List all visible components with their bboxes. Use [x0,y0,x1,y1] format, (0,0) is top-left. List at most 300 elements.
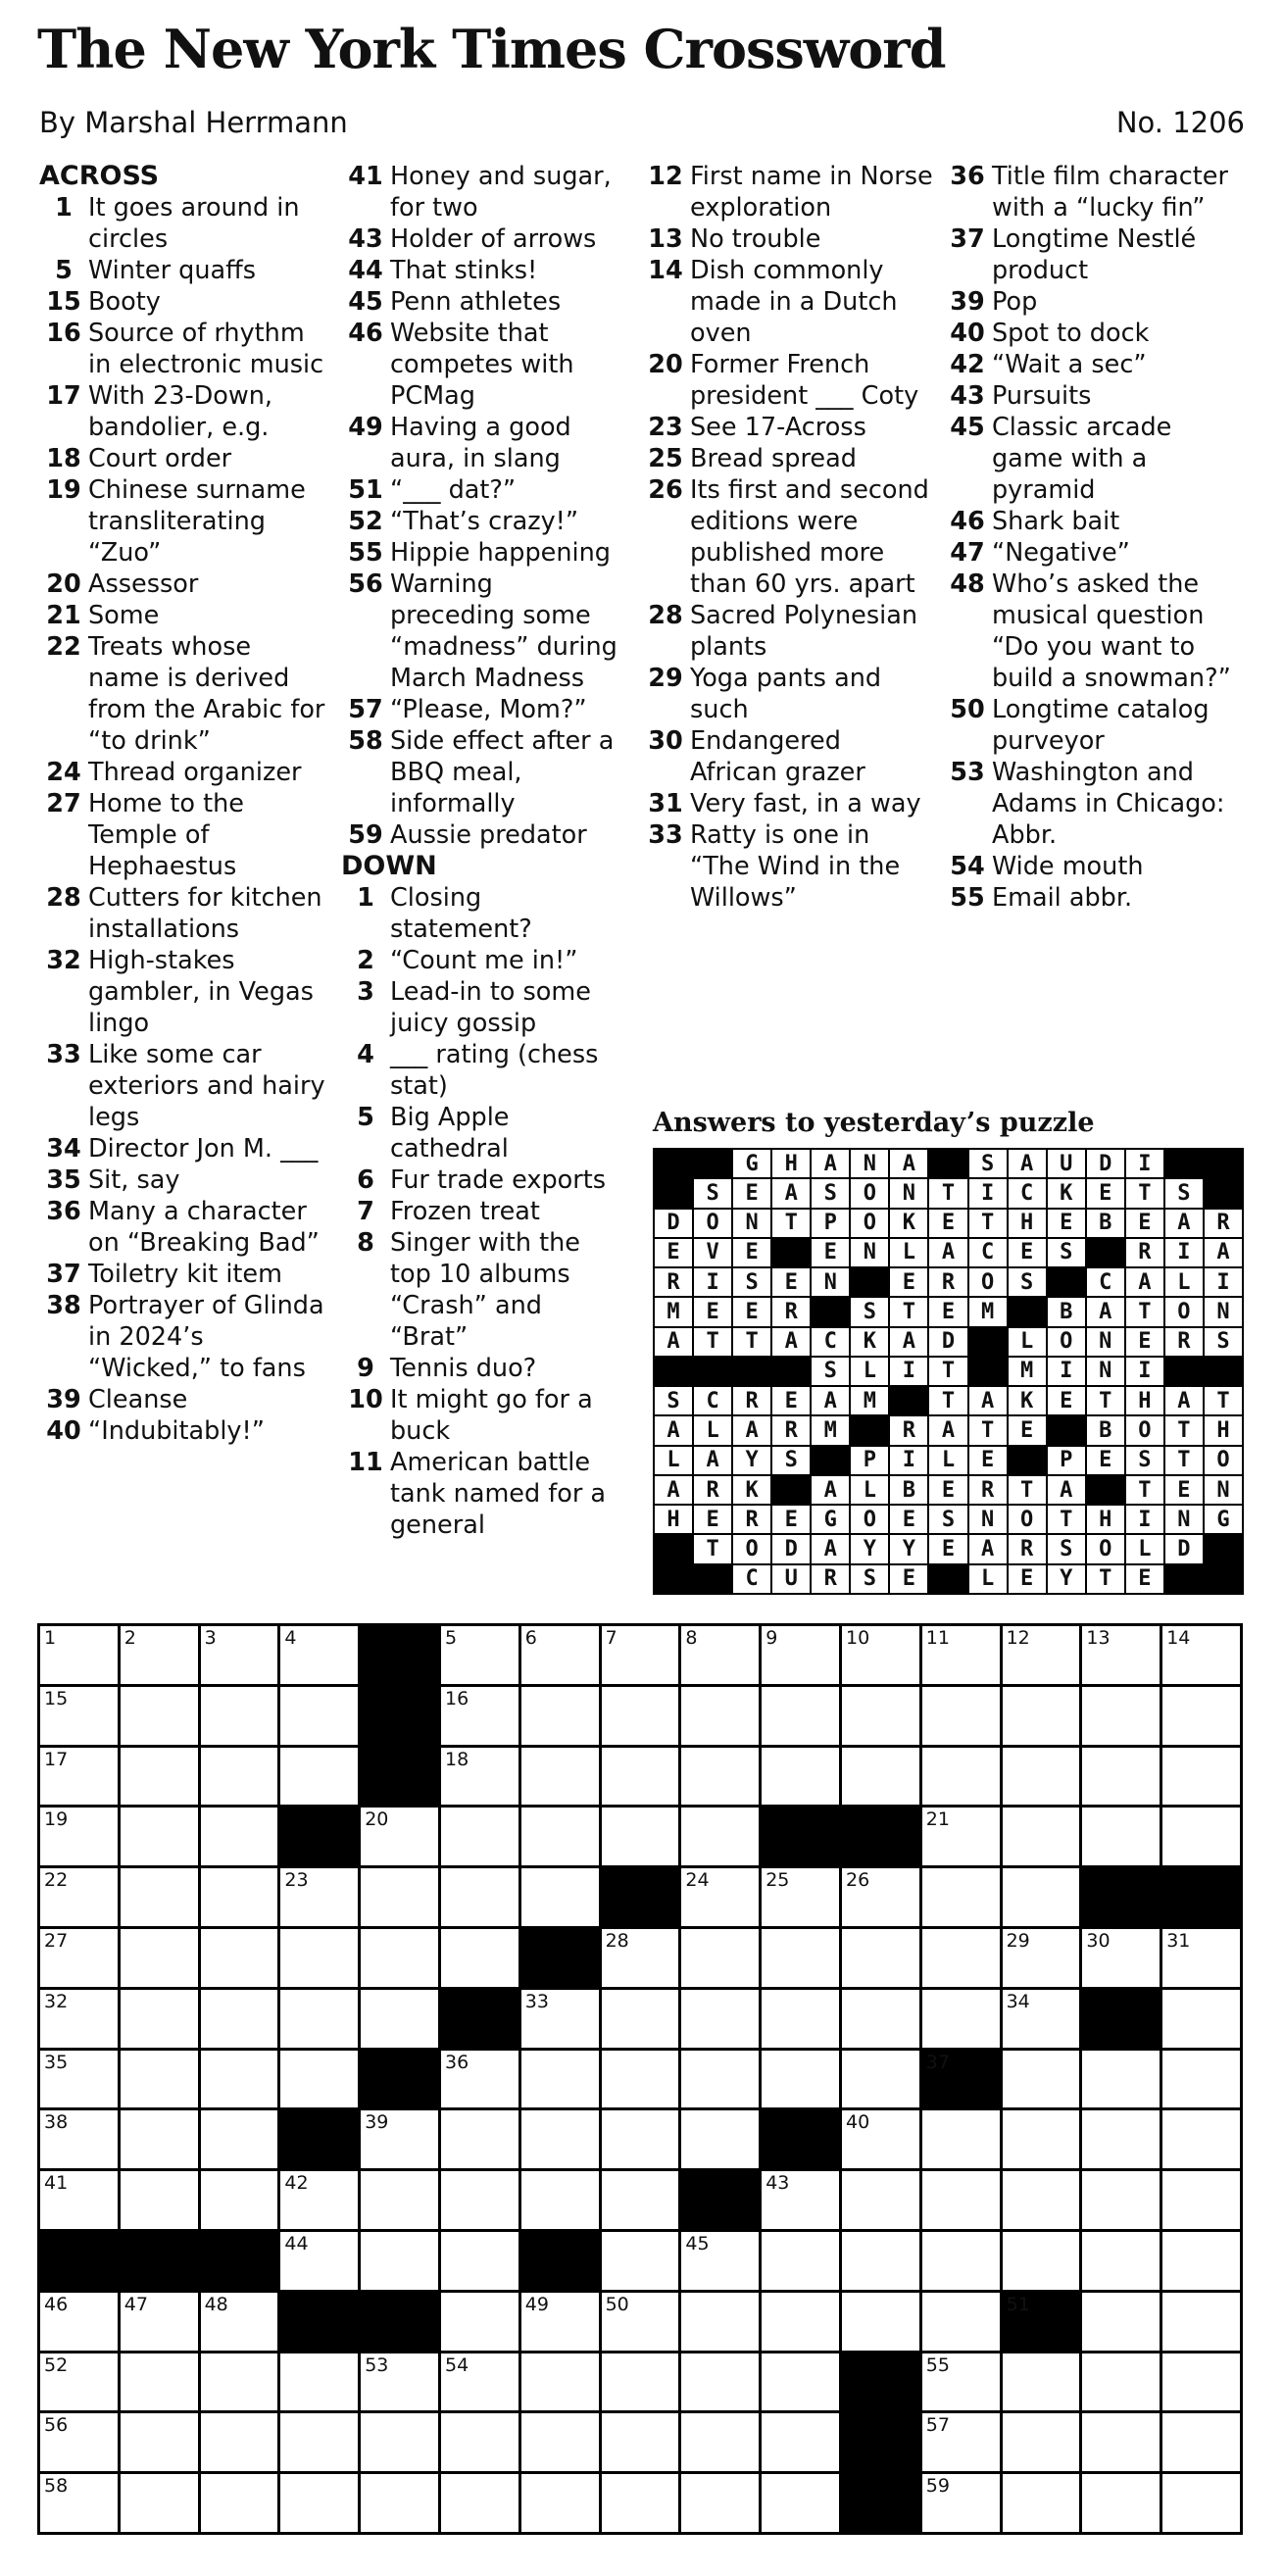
grid-cell[interactable] [1003,1626,1080,1684]
grid-cell[interactable] [1003,2232,1080,2290]
answer-cell: G [812,1506,849,1533]
answer-black-cell [1009,1298,1046,1325]
grid-cell[interactable] [922,1687,1000,1745]
grid-number: 54 [445,2353,469,2376]
grid-cell[interactable] [681,2051,759,2108]
grid-cell[interactable] [521,2474,599,2532]
grid-cell[interactable] [922,2232,1000,2290]
grid-cell[interactable] [1082,2353,1160,2411]
answer-cell: R [929,1268,966,1296]
grid-cell[interactable] [1003,2171,1080,2229]
grid-cell[interactable] [602,1990,679,2048]
grid-cell[interactable] [1082,1808,1160,1865]
grid-cell[interactable] [602,1626,679,1684]
answer-cell: O [694,1210,731,1237]
grid-cell[interactable] [40,2051,118,2108]
grid-cell[interactable] [681,1687,759,1745]
grid-cell[interactable] [121,1687,198,1745]
answer-cell: A [655,1328,692,1356]
grid-cell[interactable] [40,2293,118,2351]
answer-black-cell [694,1358,731,1385]
grid-cell[interactable] [1162,1990,1240,2048]
grid-number: 20 [365,1808,389,1831]
grid-cell[interactable] [1003,1687,1080,1745]
clue [641,255,935,349]
answer-cell: R [733,1387,770,1414]
grid-cell[interactable] [922,1808,1000,1865]
grid-cell[interactable] [922,2171,1000,2229]
grid-cell[interactable] [1003,2413,1080,2471]
answer-cell: N [890,1179,927,1207]
grid-cell[interactable] [1003,2110,1080,2168]
grid-cell[interactable] [1003,2474,1080,2532]
grid-cell[interactable] [602,2051,679,2108]
grid-cell[interactable] [602,1687,679,1745]
grid-cell[interactable] [1082,1626,1160,1684]
grid-cell[interactable] [762,2171,839,2229]
grid-cell[interactable] [361,2353,438,2411]
grid-cell[interactable] [922,1990,1000,2048]
answer-cell: E [1126,1565,1163,1593]
grid-cell[interactable] [1003,1929,1080,1987]
grid-cell[interactable] [280,2413,358,2471]
grid-cell[interactable] [602,2474,679,2532]
answer-cell: O [1126,1416,1163,1444]
grid-cell[interactable] [441,1929,519,1987]
grid-cell[interactable] [681,1748,759,1806]
grid-cell[interactable] [681,2293,759,2351]
grid-cell[interactable] [681,2413,759,2471]
grid-cell[interactable] [842,2110,919,2168]
grid-cell[interactable] [441,1626,519,1684]
grid-cell[interactable] [521,1626,599,1684]
grid-cell[interactable] [521,1687,599,1745]
grid-cell[interactable] [681,2474,759,2532]
grid-cell[interactable] [201,2293,278,2351]
grid-cell[interactable] [1082,2110,1160,2168]
grid-cell[interactable] [1003,2353,1080,2411]
grid-number: 16 [445,1687,469,1709]
grid-cell[interactable] [40,2413,118,2471]
grid-cell[interactable] [280,1868,358,1926]
grid-cell[interactable] [40,2353,118,2411]
grid-cell[interactable] [201,1990,278,2048]
grid-cell[interactable] [441,2413,519,2471]
clue-number: 22 [46,632,81,662]
clue-number: 40 [950,319,985,348]
clue [341,474,625,506]
clue-text: “Count me in!” [390,946,578,975]
grid-cell[interactable] [521,2353,599,2411]
grid-cell[interactable] [201,2474,278,2532]
grid-cell[interactable] [1082,2051,1160,2108]
clue [641,725,935,788]
grid-cell[interactable] [922,2110,1000,2168]
answer-cell: S [1126,1447,1163,1474]
grid-cell[interactable] [521,1748,599,1806]
grid-cell[interactable] [762,2474,839,2532]
clue [39,192,329,255]
clue [39,255,329,286]
clue [39,1290,329,1384]
black-square [842,2474,919,2532]
grid-cell[interactable] [201,1808,278,1865]
clue-number: 49 [348,413,383,442]
answer-cell: A [812,1535,849,1562]
answer-black-cell [694,1565,731,1593]
answer-cell: C [733,1565,770,1593]
clue-number: 57 [348,695,383,724]
answer-cell: A [969,1387,1007,1414]
grid-cell[interactable] [521,2051,599,2108]
grid-cell[interactable] [681,1626,759,1684]
grid-cell[interactable] [762,2293,839,2351]
grid-cell[interactable] [361,2232,438,2290]
grid-cell[interactable] [441,1808,519,1865]
grid-cell[interactable] [1162,2353,1240,2411]
grid-cell[interactable] [1082,1929,1160,1987]
grid-cell[interactable] [842,2051,919,2108]
grid-number: 12 [1006,1627,1030,1649]
grid-cell[interactable] [201,2110,278,2168]
grid-cell[interactable] [1162,1687,1240,1745]
clue [341,1196,625,1227]
answer-cell: I [969,1179,1007,1207]
clue-number: 29 [648,664,683,693]
grid-cell[interactable] [441,2171,519,2229]
grid-cell[interactable] [762,2413,839,2471]
grid-cell[interactable] [40,1808,118,1865]
grid-cell[interactable] [762,1990,839,2048]
black-square [1003,2293,1080,2351]
grid-cell[interactable] [762,2232,839,2290]
answer-cell: I [890,1447,927,1474]
grid-cell[interactable] [121,2474,198,2532]
grid-cell[interactable] [762,1626,839,1684]
grid-cell[interactable] [842,1868,919,1926]
grid-cell[interactable] [441,2353,519,2411]
answer-cell: R [812,1565,849,1593]
grid-cell[interactable] [602,1748,679,1806]
grid-cell[interactable] [40,1868,118,1926]
clue-text: That stinks! [390,256,538,285]
grid-cell[interactable] [1082,2171,1160,2229]
answer-black-cell [890,1387,927,1414]
grid-cell[interactable] [280,2353,358,2411]
grid-cell[interactable] [1082,2232,1160,2290]
grid-cell[interactable] [441,2293,519,2351]
grid-cell[interactable] [1003,1748,1080,1806]
grid-cell[interactable] [280,2171,358,2229]
grid-cell[interactable] [1162,2110,1240,2168]
grid-cell[interactable] [1082,2293,1160,2351]
clue-number: 21 [46,601,81,630]
grid-cell[interactable] [1003,1808,1080,1865]
grid-cell[interactable] [280,2232,358,2290]
grid-cell[interactable] [121,1748,198,1806]
grid-cell[interactable] [1003,1990,1080,2048]
answer-cell: L [851,1358,888,1385]
clue-text: American battle tank named for a general [390,1448,607,1540]
clue-text: “Negative” [992,538,1130,568]
grid-cell[interactable] [1003,2051,1080,2108]
clue-text: Closing statement? [390,883,532,944]
grid-cell[interactable] [280,1748,358,1806]
clue-number: 36 [950,162,985,191]
grid-cell[interactable] [681,1990,759,2048]
answer-black-cell [812,1447,849,1474]
grid-cell[interactable] [762,2353,839,2411]
grid-cell[interactable] [280,1626,358,1684]
grid-cell[interactable] [121,2293,198,2351]
answer-black-cell [929,1150,966,1177]
grid-cell[interactable] [681,1868,759,1926]
clue-number: 46 [950,507,985,536]
grid-cell[interactable] [681,2353,759,2411]
grid-cell[interactable] [521,2171,599,2229]
clue-number: 17 [46,381,81,411]
clue-number: 51 [348,475,383,505]
grid-cell[interactable] [681,2232,759,2290]
answer-cell: E [694,1506,731,1533]
grid-cell[interactable] [40,1687,118,1745]
grid-cell[interactable] [521,2293,599,2351]
grid-cell[interactable] [922,2474,1000,2532]
grid-cell[interactable] [681,1808,759,1865]
grid-cell[interactable] [121,2051,198,2108]
grid-cell[interactable] [280,2474,358,2532]
grid-cell[interactable] [361,2171,438,2229]
grid-cell[interactable] [922,1748,1000,1806]
answer-cell: O [851,1506,888,1533]
clue-text: Singer with the top 10 albums “Crash” and “Brat” [390,1228,580,1352]
grid-number: 42 [284,2172,309,2195]
grid-cell[interactable] [40,1929,118,1987]
grid-cell[interactable] [922,1868,1000,1926]
grid-cell[interactable] [842,2232,919,2290]
grid-cell[interactable] [922,2413,1000,2471]
clue [341,1102,625,1164]
grid-cell[interactable] [1082,1748,1160,1806]
grid-number: 32 [44,1990,69,2012]
grid-cell[interactable] [201,1929,278,1987]
grid-cell[interactable] [1162,1626,1240,1684]
grid-cell[interactable] [842,1626,919,1684]
grid-cell[interactable] [40,2110,118,2168]
grid-cell[interactable] [762,1687,839,1745]
grid-cell[interactable] [201,1748,278,1806]
clue-number: 53 [950,758,985,787]
grid-number: 10 [846,1627,870,1649]
answer-cell: I [1165,1239,1203,1266]
grid-cell[interactable] [40,1990,118,2048]
grid-cell[interactable] [1082,2474,1160,2532]
clue [341,945,625,976]
answer-cell: M [851,1387,888,1414]
grid-cell[interactable] [201,2171,278,2229]
grid-cell[interactable] [441,2110,519,2168]
answer-black-cell [1087,1239,1124,1266]
grid-cell[interactable] [1162,2171,1240,2229]
answer-black-cell [1048,1416,1085,1444]
grid-cell[interactable] [842,1687,919,1745]
grid-cell[interactable] [40,1626,118,1684]
answer-cell: E [772,1268,810,1296]
grid-cell[interactable] [762,1868,839,1926]
grid-cell[interactable] [1162,2051,1240,2108]
grid-number: 48 [204,2293,228,2315]
grid-cell[interactable] [1162,2232,1240,2290]
grid-cell[interactable] [40,2474,118,2532]
grid-cell[interactable] [681,1929,759,1987]
grid-cell[interactable] [602,2171,679,2229]
grid-cell[interactable] [521,1990,599,2048]
answer-cell: T [890,1298,927,1325]
grid-cell[interactable] [922,2293,1000,2351]
grid-cell[interactable] [361,2110,438,2168]
clue-text: Dish commonly made in a Dutch oven [690,256,898,348]
grid-cell[interactable] [842,1748,919,1806]
grid-cell[interactable] [842,2293,919,2351]
answer-black-cell [1205,1179,1242,1207]
grid-cell[interactable] [1162,2413,1240,2471]
clue-column-2 [341,161,625,1541]
clue-text: Big Apple cathedral [390,1103,510,1164]
answer-cell: E [655,1239,692,1266]
grid-cell[interactable] [121,1990,198,2048]
grid-cell[interactable] [842,1990,919,2048]
grid-cell[interactable] [602,2232,679,2290]
grid-cell[interactable] [1162,2293,1240,2351]
clue-number: 48 [950,570,985,599]
grid-cell[interactable] [121,1808,198,1865]
black-square [922,2051,1000,2108]
grid-cell[interactable] [361,2474,438,2532]
grid-cell[interactable] [1162,1808,1240,1865]
grid-cell[interactable] [1003,1868,1080,1926]
grid-number: 24 [685,1869,710,1892]
answer-cell: E [772,1506,810,1533]
grid-cell[interactable] [922,1626,1000,1684]
answer-cell: T [1126,1179,1163,1207]
clue-text: Who’s asked the musical question “Do you want to build a snowman?” [992,570,1231,693]
grid-cell[interactable] [521,1808,599,1865]
answer-cell: S [812,1179,849,1207]
clue-text: Longtime Nestlé product [992,224,1197,285]
clue [39,1415,329,1447]
grid-cell[interactable] [121,2353,198,2411]
answer-cell: A [1165,1387,1203,1414]
grid-cell[interactable] [361,1929,438,1987]
grid-cell[interactable] [1162,2474,1240,2532]
grid-cell[interactable] [441,1687,519,1745]
grid-cell[interactable] [762,1929,839,1987]
answer-cell: U [772,1565,810,1593]
puzzle-number: No. 1206 [1115,106,1245,139]
grid-cell[interactable] [602,2413,679,2471]
answer-cell: K [851,1328,888,1356]
grid-cell[interactable] [361,2413,438,2471]
grid-cell[interactable] [361,1808,438,1865]
answer-cell: A [1165,1210,1203,1237]
grid-cell[interactable] [121,2110,198,2168]
grid-cell[interactable] [201,1626,278,1684]
grid-cell[interactable] [602,1808,679,1865]
answer-cell: H [1126,1387,1163,1414]
grid-cell[interactable] [121,1868,198,1926]
grid-cell[interactable] [40,1748,118,1806]
answer-cell: L [655,1447,692,1474]
grid-cell[interactable] [521,2110,599,2168]
clue [641,474,935,600]
grid-cell[interactable] [441,1868,519,1926]
grid-cell[interactable] [361,1868,438,1926]
grid-cell[interactable] [121,2413,198,2471]
answer-black-cell [929,1565,966,1593]
grid-cell[interactable] [201,2353,278,2411]
grid-cell[interactable] [280,1687,358,1745]
grid-cell[interactable] [762,1748,839,1806]
grid-cell[interactable] [201,2051,278,2108]
grid-cell[interactable] [441,2232,519,2290]
clue-text: Thread organizer [88,758,302,787]
clue-number: 58 [348,726,383,756]
grid-cell[interactable] [1162,1748,1240,1806]
grid-cell[interactable] [1162,1929,1240,1987]
grid-cell[interactable] [280,1990,358,2048]
answer-cell: E [890,1506,927,1533]
grid-cell[interactable] [842,1929,919,1987]
answer-cell: R [733,1506,770,1533]
grid-number: 44 [284,2232,309,2254]
grid-cell[interactable] [361,1990,438,2048]
grid-cell[interactable] [201,1687,278,1745]
answer-cell: S [655,1387,692,1414]
answer-cell: S [851,1298,888,1325]
grid-cell[interactable] [441,2051,519,2108]
grid-cell[interactable] [1082,2413,1160,2471]
answer-cell: E [694,1298,731,1325]
grid-cell[interactable] [121,2171,198,2229]
grid-cell[interactable] [521,2413,599,2471]
grid-cell[interactable] [922,2353,1000,2411]
black-square [201,2232,278,2290]
grid-cell[interactable] [842,2171,919,2229]
grid-cell[interactable] [1082,1687,1160,1745]
grid-cell[interactable] [922,1929,1000,1987]
grid-cell[interactable] [201,2413,278,2471]
grid-cell[interactable] [762,2051,839,2108]
grid-cell[interactable] [121,1626,198,1684]
answer-black-cell [1165,1565,1203,1593]
grid-cell[interactable] [521,1868,599,1926]
grid-cell[interactable] [40,2171,118,2229]
grid-cell[interactable] [602,2110,679,2168]
grid-cell[interactable] [681,2110,759,2168]
grid-cell[interactable] [602,2353,679,2411]
grid-cell[interactable] [121,1929,198,1987]
grid-cell[interactable] [441,1748,519,1806]
grid-cell[interactable] [602,2293,679,2351]
grid-cell[interactable] [201,1868,278,1926]
grid-cell[interactable] [441,2474,519,2532]
grid-cell[interactable] [602,1929,679,1987]
answer-cell: C [694,1387,731,1414]
grid-cell[interactable] [280,1929,358,1987]
grid-number: 23 [284,1869,309,1892]
grid-cell[interactable] [280,2051,358,2108]
answer-cell: B [1048,1298,1085,1325]
